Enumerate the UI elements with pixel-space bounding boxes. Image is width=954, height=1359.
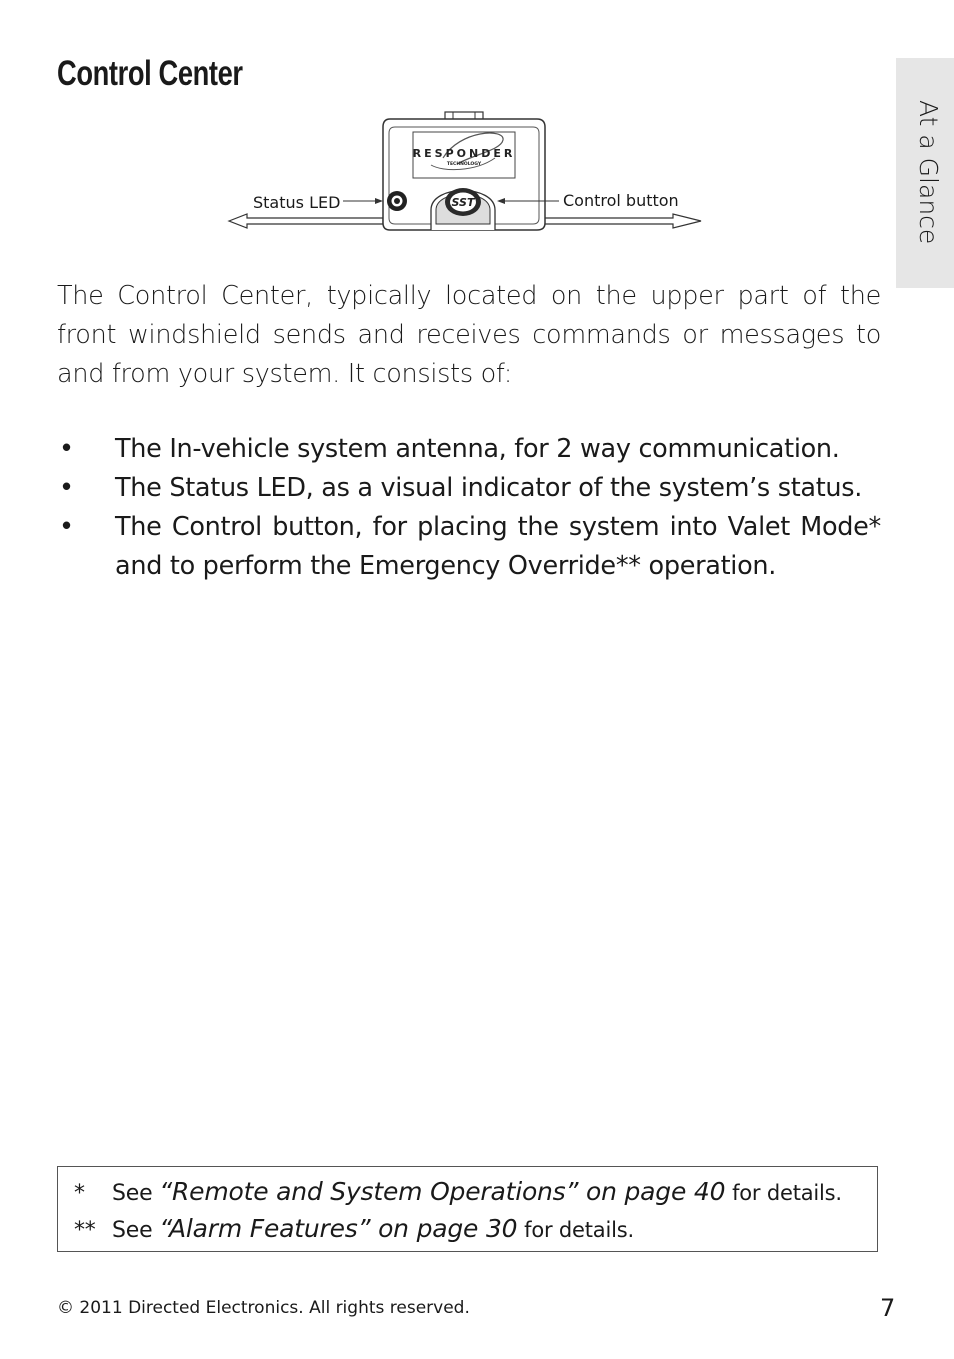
footnote-reference-link[interactable]: “Remote and System Operations” on page 40 (159, 1177, 726, 1206)
control-center-illustration (225, 110, 705, 235)
responder-logo-text: RESPONDER (412, 147, 516, 160)
button-logo-text: SST (451, 196, 475, 209)
footnote-reference-link[interactable]: “Alarm Features” on page 30 (159, 1214, 518, 1243)
bullet-icon: • (59, 473, 74, 503)
status-led-icon (387, 191, 407, 211)
feature-list (57, 430, 881, 586)
list-item (57, 430, 881, 469)
responder-logo-subtext: TECHNOLOGY (446, 162, 482, 167)
control-center-diagram (225, 110, 705, 239)
intro-paragraph: The Control Center, typically located on the upper part of the front windshield sends and receives commands or messages to and from your system. It consists of: (57, 281, 881, 389)
bullet-icon: • (59, 434, 74, 464)
page-title: Control Center (57, 54, 243, 93)
control-button-label: Control button (563, 191, 679, 210)
list-item (57, 508, 881, 586)
bullet-icon: • (59, 512, 74, 542)
list-item (57, 469, 881, 508)
footnote-marker: ** (74, 1218, 96, 1243)
list-item-text: The Control button, for placing the system into Valet Mode* and to perform the Emergency Override** operation. (115, 512, 881, 581)
footnote-see: See (112, 1181, 153, 1206)
status-led-label: Status LED (253, 193, 341, 212)
footnote-see: See (112, 1218, 153, 1243)
footnote-box (57, 1166, 878, 1252)
page-number: 7 (880, 1294, 896, 1322)
control-button-icon (445, 188, 481, 216)
list-item-text: The Status LED, as a visual indicator of the system’s status. (115, 473, 863, 503)
section-tab-label: At a Glance (914, 100, 943, 245)
footnote-1 (74, 1177, 842, 1206)
footnote-2 (74, 1214, 634, 1243)
footnote-suffix: for details. (732, 1181, 842, 1205)
list-item-text: The In-vehicle system antenna, for 2 way communication. (115, 434, 840, 464)
copyright-notice: © 2011 Directed Electronics. All rights reserved. (57, 1298, 470, 1318)
footnote-marker: * (74, 1181, 85, 1206)
footnote-suffix: for details. (524, 1218, 634, 1242)
